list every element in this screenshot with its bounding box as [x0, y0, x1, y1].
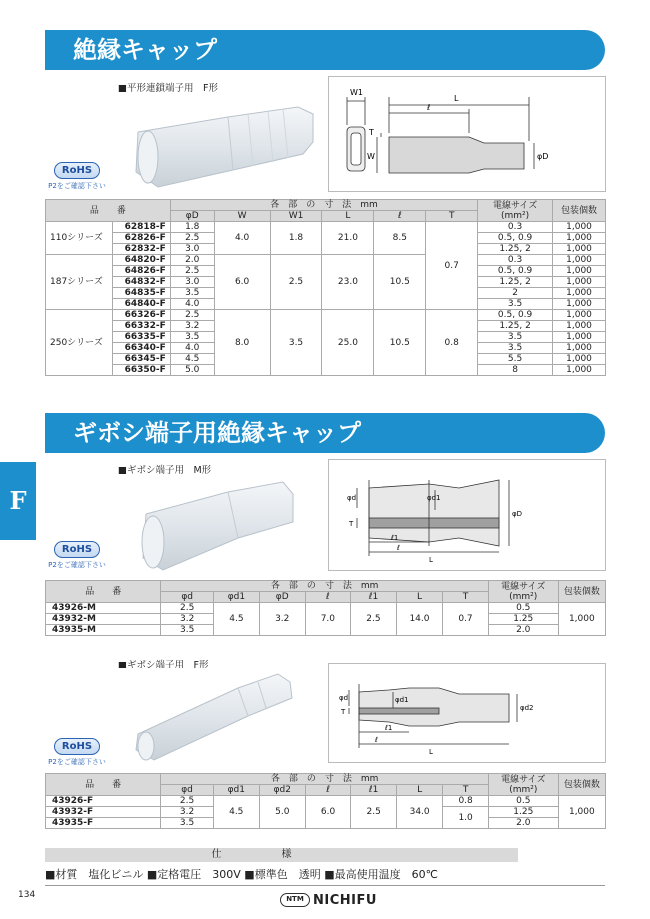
dimension-drawing-gibo-f-cap: [328, 663, 606, 763]
svg-text:L: L: [429, 748, 433, 756]
spec-details: ■材質 塩化ビニル ■定格電圧 300V ■標準色 透明 ■最高使用温度 60℃: [45, 868, 438, 881]
svg-text:ℓ: ℓ: [375, 736, 378, 744]
ntm-mark-icon: NTM: [280, 893, 310, 907]
table-row: 43926-M 2.5 4.5 3.2 7.0 2.5 14.0 0.7 0.5 1,000: [46, 603, 606, 614]
svg-text:T: T: [369, 128, 374, 137]
spec-table-gibo-f-cap: 品 番 各 部 の 寸 法 mm 電線サイズ (mm²) 包装個数 φd φd1 φd2 ℓ ℓ1 L T 43926-F 2.5 4.5 5.0 6.0 2.5 34.0 0.8 0.5 1,000 43932-F 3.2 1.0 1.25 43935-F 3.5 2.0: [45, 773, 606, 829]
svg-text:L: L: [454, 94, 459, 103]
table-row: 62832-F 3.0 1.25, 2 1,000: [46, 244, 606, 255]
table-row: 66350-F 5.0 8 1,000: [46, 365, 606, 376]
svg-text:φd: φd: [347, 494, 357, 502]
logo-text: NICHIFU: [313, 892, 377, 908]
table-row: 43935-F 3.5 2.0: [46, 818, 606, 829]
rohs-badge: RoHS P2をご確認下さい: [48, 541, 106, 571]
svg-text:φd1: φd1: [427, 494, 441, 502]
table-row: 64835-F 3.5 2 1,000: [46, 288, 606, 299]
table-row: 43935-M 3.5 2.0: [46, 625, 606, 636]
table-row: 64832-F 3.0 1.25, 2 1,000: [46, 277, 606, 288]
table-row: 250シリーズ 66326-F 2.5 8.0 3.5 25.0 10.5 0.8 0.5, 0.9 1,000: [46, 310, 606, 321]
spec-heading: 仕様: [45, 848, 518, 862]
photo-caption-f-type: ■平形連鎖端子用 F形: [118, 83, 218, 94]
svg-text:φd2: φd2: [520, 704, 534, 712]
table-row: 110シリーズ 62818-F 1.8 4.0 1.8 21.0 8.5 0.7 0.3 1,000: [46, 222, 606, 233]
table-row: 66332-F 3.2 1.25, 2 1,000: [46, 321, 606, 332]
svg-text:ℓ1: ℓ1: [385, 724, 393, 732]
spec-table-f-cap: 品 番 各 部 の 寸 法 mm 電線サイズ (mm²) 包装個数 φD W W1 L ℓ T 110シリーズ 62818-F 1.8 4.0 1.8 21.0 8.5 0.7 0.3 1,000 62826-F 2.5 0.5, 0.9 1,000 62832-F 3.0 1.25, 2 1,000 187シリーズ 64820-F 2.0 6.0 2.5 23.0 10.5 0.3 1,000 64826-F 2.5 0.5, 0.9 1,000 64832-F 3.0 1.25, 2 1,000 64835-F 3.5 2 1,000 64840-F 4.0 3.5 1,000 250シリーズ 66326-F 2.5 8.0 3.5 25.0 10.5 0.8 0.5, 0.9 1,000 66332-F 3.2 1.25, 2 1,000 66335-F 3.5 3.5 1,000 66340-F 4.0 3.5 1,000 66345-F 4.5 5.5 1,000 66350-F 5.0 8 1,000: [45, 199, 606, 376]
svg-text:φd1: φd1: [395, 696, 409, 704]
table-row: 64840-F 4.0 3.5 1,000: [46, 299, 606, 310]
table-row: 43932-M 3.2 1.25: [46, 614, 606, 625]
svg-text:L: L: [429, 556, 433, 564]
rohs-badge: RoHS P2をご確認下さい: [48, 738, 106, 768]
svg-text:ℓ: ℓ: [397, 544, 400, 552]
svg-text:φD: φD: [512, 510, 523, 518]
svg-text:ℓ: ℓ: [427, 103, 431, 112]
footer-divider: [45, 885, 605, 886]
table-row: 66345-F 4.5 5.5 1,000: [46, 354, 606, 365]
svg-text:W1: W1: [350, 88, 363, 97]
svg-text:φD: φD: [537, 152, 549, 161]
index-tab-f: F: [0, 462, 36, 540]
spec-table-m-cap: 品 番 各 部 の 寸 法 mm 電線サイズ (mm²) 包装個数 φd φd1 φD ℓ ℓ1 L T 43926-M 2.5 4.5 3.2 7.0 2.5 14.0 0.7 0.5 1,000 43932-M 3.2 1.25 43935-M 3.5 2.0: [45, 580, 606, 636]
table-row: 64826-F 2.5 0.5, 0.9 1,000: [46, 266, 606, 277]
photo-caption-gibo-f-type: ■ギボシ端子用 F形: [118, 660, 209, 671]
svg-text:ℓ1: ℓ1: [391, 534, 399, 542]
svg-text:T: T: [341, 708, 346, 716]
photo-caption-m-type: ■ギボシ端子用 M形: [118, 465, 212, 476]
table-row: 62826-F 2.5 0.5, 0.9 1,000: [46, 233, 606, 244]
product-photo-m-cap: [118, 474, 298, 578]
page-number: 134: [18, 890, 36, 900]
product-photo-gibo-f-cap: [118, 668, 298, 764]
dimension-drawing-m-cap: [328, 459, 606, 571]
table-row: 66335-F 3.5 3.5 1,000: [46, 332, 606, 343]
rohs-badge: RoHS P2をご確認下さい: [48, 162, 106, 192]
table-row: 43926-F 2.5 4.5 5.0 6.0 2.5 34.0 0.8 0.5 1,000: [46, 796, 606, 807]
table-row: 187シリーズ 64820-F 2.0 6.0 2.5 23.0 10.5 0.3 1,000: [46, 255, 606, 266]
table-row: 66340-F 4.0 3.5 1,000: [46, 343, 606, 354]
dimension-drawing-f-cap: [328, 76, 606, 192]
product-photo-f-cap: [118, 92, 318, 192]
svg-text:φd: φd: [339, 694, 349, 702]
table-row: 43932-F 3.2 1.0 1.25: [46, 807, 606, 818]
svg-text:T: T: [349, 520, 354, 528]
nichifu-logo: [280, 891, 377, 909]
section-title-insulation-cap: 絶縁キャップ: [45, 30, 605, 70]
svg-text:W: W: [367, 152, 375, 161]
section-title-gibo-cap: ギボシ端子用絶縁キャップ: [45, 413, 605, 453]
